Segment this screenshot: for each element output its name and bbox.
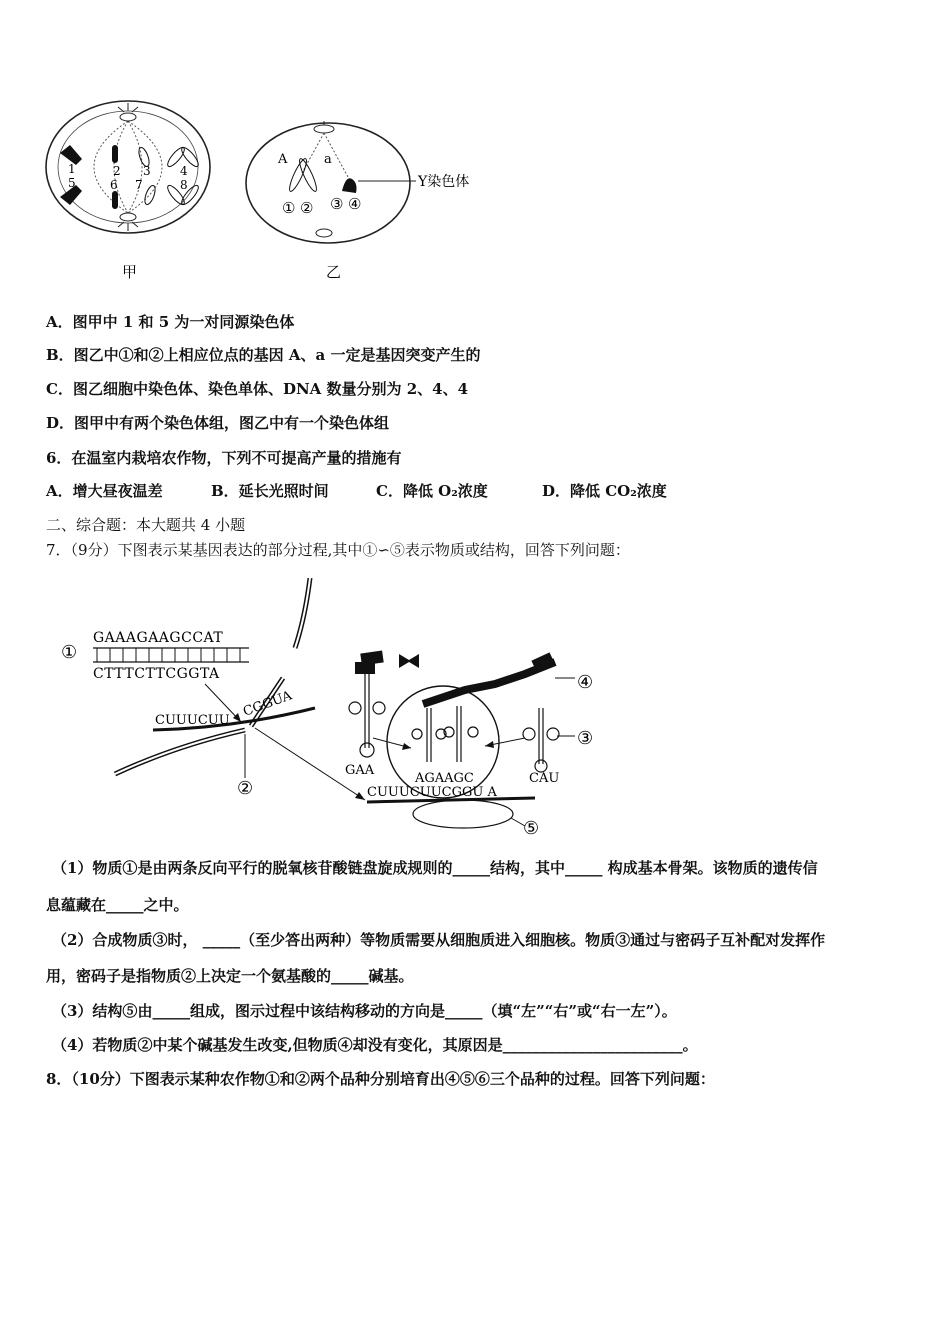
yi-circled-3: ③: [330, 195, 344, 213]
q7-part1-line2: 息蕴藏在_____之中。: [46, 896, 189, 914]
dna-top-strand: GAAAGAAGCCAT: [93, 630, 224, 646]
mrna-right-bases: CGGUA: [241, 688, 294, 720]
jia-num-3: 3: [143, 164, 151, 178]
section-heading: 二、综合题：本大题共 4 小题: [46, 516, 246, 534]
label-jia: 甲: [122, 263, 138, 281]
q8-stem: 8．（10分）下图表示某种农作物①和②两个品种分别培育出④⑤⑥三个品种的过程。回答下列问题：: [46, 1070, 715, 1088]
jia-num-8: 8: [180, 178, 188, 192]
q7-part2-line1: （2）合成物质③时， _____（至少答出两种）等物质需要从细胞质进入细胞核。物质③通过与密码子互补配对发挥作: [52, 931, 826, 949]
jia-num-5: 5: [68, 176, 76, 190]
marker-5: ⑤: [523, 818, 540, 839]
q7-part1-line1: （1）物质①是由两条反向平行的脱氧核苷酸链盘旋成规则的_____结构，其中_____ 构成基本骨架。该物质的遗传信: [52, 859, 818, 877]
q7-part2-line2: 用，密码子是指物质②上决定一个氨基酸的_____碱基。: [46, 967, 414, 985]
marker-4: ④: [577, 672, 594, 693]
q7-stem: 7．（9分）下图表示某基因表达的部分过程,其中①∽⑤表示物质或结构，回答下列问题：: [46, 541, 630, 559]
jia-num-4: 4: [180, 164, 188, 178]
q7-part3: （3）结构⑤由_____组成，图示过程中该结构移动的方向是_____（填“左”“右”或“右一左”）。: [52, 1002, 677, 1020]
marker-1: ①: [61, 642, 78, 663]
cell-yi: [246, 121, 469, 281]
allele-a: a: [324, 152, 332, 167]
dna-bottom-strand: CTTTCTTCGGTA: [93, 666, 220, 682]
allele-A: A: [278, 152, 288, 167]
q5-option-c: C．图乙细胞中染色体、染色单体、DNA 数量分别为 2、4、4: [46, 380, 469, 398]
q6-stem: 6．在温室内栽培农作物，下列不可提高产量的措施有: [46, 449, 402, 467]
anticodon-agaagc: AGAAGC: [415, 771, 474, 786]
mrna-left-bases: CUUUCUU: [155, 713, 230, 728]
anticodon-gaa: GAA: [345, 763, 375, 778]
jia-num-2: 2: [113, 164, 121, 178]
yi-circled-1: ①: [282, 199, 296, 217]
mrna-ribosome-bases: CUUUCUUCGGU A: [367, 785, 497, 800]
marker-3: ③: [577, 728, 594, 749]
marker-2: ②: [237, 778, 254, 799]
jia-num-6: 6: [110, 178, 118, 192]
yi-circled-4: ④: [348, 195, 362, 213]
label-yi: 乙: [326, 263, 342, 281]
cell-jia: [46, 101, 210, 281]
cell-division-figure: [40, 95, 510, 285]
y-chromosome-label: Y染色体: [418, 174, 470, 190]
anticodon-cau: CAU: [529, 771, 560, 786]
q7-part4: （4）若物质②中某个碱基发生改变,但物质④却没有变化，其原因是________________________。: [52, 1036, 698, 1054]
q5-option-d: D．图甲中有两个染色体组，图乙中有一个染色体组: [46, 414, 390, 432]
q5-option-b: B．图乙中①和②上相应位点的基因 A、a 一定是基因突变产生的: [46, 346, 481, 364]
jia-num-7: 7: [135, 178, 143, 192]
q6-option-b: B．延长光照时间: [211, 482, 329, 500]
q6-option-d: D．降低 CO₂浓度: [542, 482, 667, 500]
yi-circled-2: ②: [300, 199, 314, 217]
q6-option-c: C．降低 O₂浓度: [376, 482, 488, 500]
q5-option-a: A．图甲中 1 和 5 为一对同源染色体: [46, 313, 295, 331]
q6-option-a: A．增大昼夜温差: [46, 482, 163, 500]
jia-num-1: 1: [68, 162, 76, 176]
gene-expression-figure: [55, 578, 615, 840]
